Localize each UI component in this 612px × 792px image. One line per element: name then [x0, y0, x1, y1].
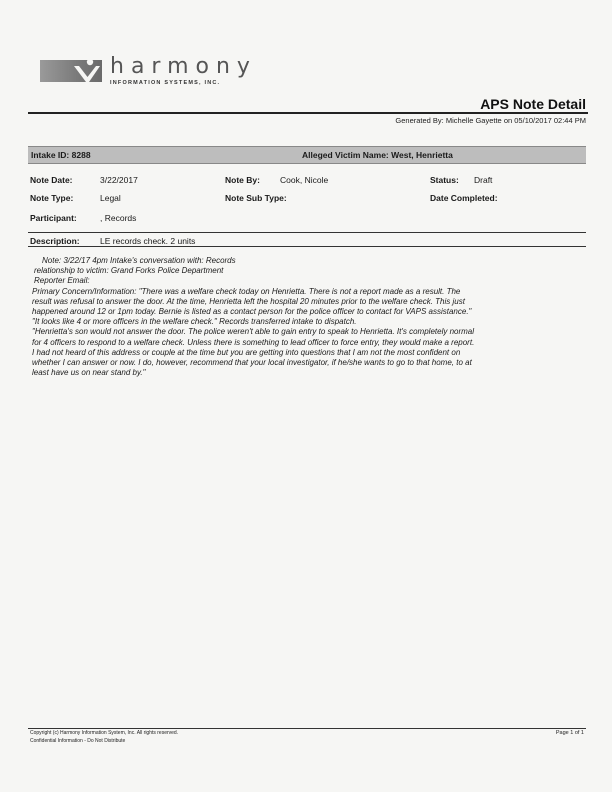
generated-on-value: 05/10/2017 02:44 PM — [514, 116, 586, 125]
victim-name-label: Alleged Victim Name: — [302, 150, 389, 160]
note-line: I had not heard of this address or couple at the time but you are getting into questions that I am not the most confident on — [32, 347, 461, 357]
intake-bar — [28, 146, 586, 164]
harmony-logo — [40, 54, 257, 96]
status-value: Draft — [474, 175, 493, 185]
note-by-value: Cook, Nicole — [280, 175, 329, 185]
note-line: Primary Concern/Information: "There was a welfare check today on Henrietta. There is not a report made as a result. The — [32, 286, 461, 296]
title-divider — [28, 112, 588, 114]
note-date-label: Note Date: — [30, 175, 73, 185]
note-date-value: 3/22/2017 — [100, 175, 138, 185]
note-sub-type-label: Note Sub Type: — [225, 193, 287, 203]
note-line: relationship to victim: Grand Forks Police Department — [34, 266, 224, 276]
note-line: Reporter Email: — [34, 276, 90, 286]
confidential-text: Confidential Information - Do Not Distribute — [30, 738, 126, 744]
date-completed-label: Date Completed: — [430, 193, 498, 203]
logo-figure-icon — [70, 54, 104, 88]
note-line: whether I can answer or now. I do, however, recommend that your local investigator, if he/she wants to go to that home, to at — [32, 358, 472, 368]
description-divider-bottom — [28, 246, 586, 247]
description-value: LE records check. 2 units — [100, 236, 196, 246]
status-label: Status: — [430, 175, 459, 185]
intake-id-label: Intake ID: — [31, 150, 70, 160]
logo-badge — [40, 60, 102, 82]
description-divider-top — [28, 232, 586, 233]
note-type-value: Legal — [100, 193, 121, 203]
report-title: APS Note Detail — [480, 96, 586, 112]
intake-id-value: 8288 — [71, 150, 91, 160]
note-line: "Henrietta's son would not answer the door. The police weren't able to gain entry to speak to Henrietta. It's completely normal — [32, 327, 475, 337]
generated-by-line — [395, 116, 586, 125]
footer-divider — [28, 728, 586, 729]
intake-id — [31, 150, 91, 160]
generated-by-label: Generated By: — [395, 116, 444, 125]
note-line: Note: 3/22/17 4pm Intake's conversation with: Records — [42, 256, 236, 265]
page-number: Page 1 of 1 — [555, 730, 584, 736]
copyright-text: Copyright (c) Harmony Information System, Inc. All rights reserved. — [30, 730, 179, 736]
note-line: "It looks like 4 or more officers in the welfare check." Records transferred intake to dispatch. — [32, 317, 357, 327]
participant-value: , Records — [100, 213, 137, 223]
alleged-victim — [302, 150, 453, 160]
generated-on-label: on — [503, 116, 513, 125]
note-body — [32, 256, 592, 378]
participant-label: Participant: — [30, 213, 77, 223]
logo-wordmark: harmony — [110, 54, 257, 79]
note-line: happened around 12 or 1pm today. Bernie is listed as a contact person for the police officer to contact for VAPS assistance." — [32, 307, 472, 317]
note-line: least have us on near stand by." — [32, 368, 146, 378]
note-by-label: Note By: — [225, 175, 260, 185]
note-line: for 4 officers to respond to a welfare check. Unless there is something to lead officer to force entry, they would make a report. — [32, 337, 475, 347]
description-label: Description: — [30, 236, 80, 246]
note-type-label: Note Type: — [30, 193, 74, 203]
victim-name-value: West, Henrietta — [391, 150, 453, 160]
note-line: result was refusal to answer the door. At the time, Henrietta left the hospital 20 minutes prior to the welfare check. This just — [32, 296, 465, 306]
generated-by-value: Michelle Gayette — [445, 116, 502, 125]
logo-subtitle: INFORMATION SYSTEMS, INC. — [110, 80, 221, 86]
